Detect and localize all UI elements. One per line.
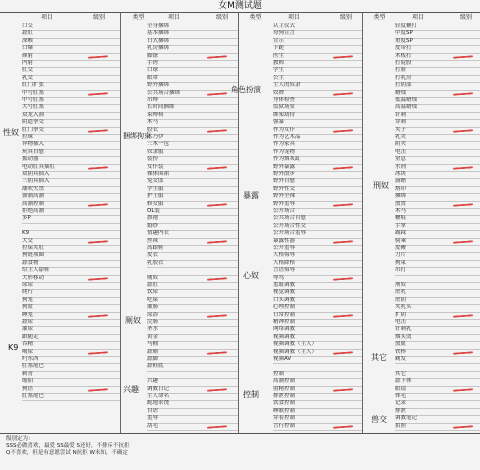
level-mark [207,240,227,243]
level-mark [333,314,353,317]
item-cell: 视频AV [273,356,292,362]
item-cell: 女仆装 [147,163,164,170]
item-cell: 睡笼 [22,311,34,318]
item-cell: 木板打 [395,52,412,59]
item-cell: 学生服 [147,185,164,192]
level-mark [88,92,108,95]
item-cell: 厕奴 [147,274,159,281]
item-cell: 中号肛塞 [22,89,45,96]
item-cell: 窒息 [395,156,407,163]
item-cell: 丝袜 [147,237,159,244]
level-mark [453,203,473,206]
item-cell: 电动肛具插肛 [22,163,56,170]
legend-line-1: 级别定为： [6,436,34,442]
item-cell: 跪地求饶 [147,400,170,407]
item-cell: 精神控制 [273,319,296,325]
item-cell: 打阴部 [395,82,412,89]
item-cell: 肛塞尾巴 [22,393,45,399]
level-mark [453,92,473,95]
level-mark [333,92,353,95]
item-cell: 作为女仆 [273,126,296,133]
item-cell: 公开场合羞辱 [273,230,307,237]
item-cell: 视觉调教 [273,289,296,296]
item-cell: 身体检查 [273,97,296,103]
item-cell: 狗链项圈 [22,252,45,259]
category-juese: 角色扮演 [231,85,261,94]
item-cell: 捆绑 [395,193,407,200]
header-type: 类型 [249,14,262,21]
item-cell: 穿刺 [395,119,407,126]
item-cell: 木乃伊 [147,134,164,140]
item-cell: 拉珠 [22,134,34,140]
item-cell: 调教日记 [147,385,170,392]
item-cell: 口爆 [22,45,34,52]
item-cell: 作为宠物 [273,148,296,155]
item-cell: 吃屎 [147,296,159,303]
row-divider [273,363,363,364]
item-cell: 高温蜡烛 [395,104,418,111]
item-cell: 舔脚 [147,356,159,362]
item-cell: 重度SP [395,37,413,44]
row-divider [395,363,480,364]
item-cell: 狗盆 [22,304,34,311]
item-cell: 舔食物 [22,259,39,266]
row-divider [395,430,480,431]
item-cell: 皮衣 [147,252,159,259]
category-baolu: 暴露 [243,191,259,200]
item-cell: 脚镣 [147,52,159,59]
level-mark [88,129,108,132]
item-cell: 拍照 [395,422,407,429]
item-cell: 喝尿 [22,348,34,355]
item-cell: 吞精 [22,341,34,348]
item-cell: 羞辱 [147,415,159,422]
header-level: 级别 [215,14,228,21]
level-mark [453,240,473,243]
header-item: 项目 [411,14,424,21]
item-cell: 言语侮辱 [273,267,296,274]
item-cell: 冰块 [395,171,407,177]
item-cell: 公共场合自慰 [273,215,307,222]
level-mark [207,166,227,169]
item-cell: 其它 [395,370,407,377]
item-cell: 中号肛塞 [22,97,45,103]
item-cell: 烟头烫 [395,333,412,340]
item-cell: 学生 [273,67,285,74]
item-cell: 奴婢 [273,89,285,96]
item-cell: 潮吹失禁 [22,185,45,192]
item-cell: 阴道拳交 [22,119,45,126]
item-cell: 灌肠 [147,304,159,311]
item-cell: 乳交 [22,74,34,81]
item-cell: 踢踩 [395,230,407,237]
row-divider [273,430,363,431]
item-cell: 刺青 [22,370,34,377]
item-cell: 高潮控制 [273,378,296,385]
item-cell: 乳房捆绑 [147,45,170,52]
item-cell: 胶衣 [147,126,159,133]
item-cell: 刑奴 [395,282,407,288]
level-mark [453,166,473,169]
item-cell: 强制高潮 [22,193,45,200]
item-cell: 公开场合 [273,208,296,214]
item-cell: 人格侮辱 [273,252,296,259]
item-cell: 高跟鞋 [147,245,164,251]
item-cell: 强暴 [273,119,285,126]
item-cell: 缩阳 [22,378,34,385]
level-mark [333,55,353,58]
item-cell: 控制 [273,370,285,377]
item-cell: 认主仪式 [273,23,296,29]
category-xingqu: 兴趣 [123,385,139,394]
item-cell: 双龙入洞 [22,111,45,118]
item-cell: 扩阴 [395,311,407,318]
item-cell: 口球 [147,67,159,74]
item-cell: 鞭痕 [395,215,407,222]
item-cell: 全身捆绑 [147,23,170,29]
legend-line-2: SSS必做喜欢，最爱 SS最爱 S还好，不排斥不抗拒 [6,443,130,449]
item-cell: 打脸 [395,67,407,74]
item-cell: 人格降格 [273,259,296,266]
item-cell: 深喉 [22,37,34,44]
level-mark [207,55,227,58]
category-qita: 其它 [371,353,387,362]
item-cell: 手掌 [395,222,407,229]
level-mark [453,425,473,428]
category-xingnu: 性奴 [3,128,19,137]
item-cell: 辱骂 [273,274,285,281]
item-cell: 基本捆绑 [147,30,170,37]
item-cell: 羞耻调教 [273,282,296,288]
item-cell: 三阴具插入 [22,178,50,185]
item-cell: 装扮 [147,156,159,163]
category-shoujiao: 兽交 [371,415,387,424]
item-cell: 木马 [147,119,159,126]
item-cell: 主人的奴隶 [273,82,301,89]
item-cell: 灌尿 [22,326,34,333]
item-cell: 视频调教（主人） [273,348,318,355]
item-cell: 眼镜 [395,385,407,392]
item-cell: 公主 [273,74,285,81]
level-mark [88,240,108,243]
item-cell: 刮毛 [147,422,159,429]
row-divider [147,267,239,268]
level-mark [88,55,108,58]
item-cell: 虐乳 [395,289,407,296]
level-mark [88,314,108,317]
item-cell: 放血 [395,341,407,348]
column-2 [120,13,239,433]
item-cell: 体毛 [395,393,407,399]
item-cell: 眼罩 [147,74,159,81]
item-cell: 打乳房 [395,74,412,81]
row-divider [395,275,480,276]
column-3 [231,13,363,433]
item-cell: 电击 [395,319,407,325]
item-cell: 长时间捆绑 [147,104,175,111]
item-cell: 颜射 [22,52,34,59]
item-cell: 蜡烛 [395,89,407,96]
level-mark [88,203,108,206]
item-cell: 浣肠 [147,319,159,325]
item-cell: 野外自慰 [273,178,296,185]
level-mark [333,425,353,428]
level-mark [453,314,473,317]
level-mark [207,277,227,280]
item-cell: 剃发 [395,356,407,362]
level-mark [453,351,473,354]
item-cell: OL装 [147,208,160,214]
item-cell: 母狗宣言 [273,30,296,37]
header-type: 类型 [373,14,386,21]
item-cell: 铁棒 [395,348,407,355]
item-cell: 公开场合性交 [273,222,307,229]
item-cell: 尿尿 [22,282,34,288]
page-title: 女M测试题 [218,1,262,11]
item-cell: 公共场合捆绑 [147,89,181,96]
item-cell: 狗笼 [22,296,34,303]
item-cell: 轻度鞭打 [395,23,418,29]
item-cell: 修女服 [147,200,164,207]
item-cell: 跟随走 [22,333,39,340]
level-mark [207,351,227,354]
header-item: 项目 [167,14,180,21]
legend [6,436,196,457]
item-cell: 兔女郎 [147,178,164,185]
item-cell: 皮带打 [395,45,412,52]
item-cell: 夹乳头 [395,304,412,311]
item-cell: 自虐 [147,407,159,414]
category-cesuo: 厕奴 [125,316,141,325]
item-cell: 骑乘 [395,237,407,244]
level-mark [333,166,353,169]
item-cell: 排泄 [395,407,407,414]
level-mark [333,129,353,132]
category-xingnu2: 刑奴 [373,181,389,190]
item-cell: 虐阴 [395,296,407,303]
item-cell: 奴隶服 [147,148,164,155]
item-cell: 振动器 [22,156,39,163]
header-item: 项目 [40,14,53,21]
level-mark [207,388,227,391]
category-kongzhi: 控制 [243,390,259,399]
legend-line-3: Q不喜欢，但是有意愿尝试 N抗拒 W未知，不确定 [6,450,128,456]
item-cell: 野外羞辱 [273,200,296,207]
item-cell: 教师 [273,60,285,66]
item-cell: 狗语 [22,385,34,392]
item-cell: 针刺 [395,111,407,118]
item-cell: 野外全裸 [273,193,296,200]
header-level: 级别 [92,14,105,21]
item-cell: 情趣内衣 [147,230,170,237]
category-kunbang: 捆绑拘束 [123,132,151,140]
item-cell: 心理控制 [273,304,296,311]
item-cell: 监狱场景 [273,104,296,111]
item-cell: 饮尿 [147,289,159,296]
level-mark [333,240,353,243]
item-cell: 排泄控制 [273,393,296,399]
item-cell: 舔肛 [22,30,34,37]
item-cell: 绑架劫持 [273,111,296,118]
item-cell: 阴夹 [395,141,407,148]
item-cell: 玩具自慰 [22,148,45,155]
item-cell: 暴露性器 [273,237,296,244]
item-cell: 宣示 [273,37,285,44]
level-mark [453,55,473,58]
item-cell: 爬行 [22,289,34,296]
item-cell: 视频调教 [273,333,296,340]
category-k9: K9 [8,343,19,352]
level-mark [207,203,227,206]
level-mark [207,425,227,428]
item-cell: 野外暴露 [273,163,296,170]
item-cell: 尿浴 [147,311,159,318]
level-mark [207,129,227,132]
item-cell: 睡眠控制 [273,407,296,414]
item-cell: 裸体围裙 [147,171,170,177]
item-cell: 大号肛塞 [22,104,45,111]
level-mark [88,388,108,391]
level-mark [88,166,108,169]
item-cell: 舔鞋底 [147,363,164,370]
item-cell: 肛门拳交 [22,126,45,133]
item-cell: 中度SP [395,30,413,37]
level-mark [453,129,473,132]
item-cell: 手铐 [147,60,159,66]
item-cell: 放置 [395,200,407,207]
item-cell: 作为家具 [273,141,296,148]
item-cell: 双阴具插入 [22,171,50,177]
row-divider [22,223,120,224]
header-level: 级别 [339,14,352,21]
item-cell: 饮食控制 [273,400,296,407]
column-4 [362,13,480,433]
item-cell: 公开羞辱 [273,245,296,251]
item-cell: 言行控制 [273,422,296,429]
item-cell: 马桶 [147,341,159,348]
item-cell: 吊缚 [147,97,159,103]
item-cell: 拒绝高潮 [22,208,45,214]
item-cell: 肛塞尾巴 [22,363,45,370]
item-cell: 野外散步 [273,171,296,177]
item-cell: 黄金 [147,333,159,340]
item-cell: 犬交 [22,237,34,244]
item-cell: 滴蜡 [395,178,407,185]
item-cell: 射精控制 [273,385,296,392]
item-cell: 护士服 [147,193,164,200]
item-cell: 打屁股 [395,60,412,66]
item-cell: 野外捆绑 [147,82,170,89]
item-cell: 作为烟灰缸 [273,156,301,163]
item-cell: 高潮控制 [22,200,45,207]
item-cell: 圣水 [147,326,159,333]
item-cell: 作为艺术品 [273,134,301,140]
item-cell: 拘束 [395,259,407,266]
item-cell: 异物插入 [22,141,45,148]
item-cell: 调教笔记 [395,415,418,422]
item-cell: 多P [22,215,31,222]
item-cell: 兴趣 [147,378,159,385]
column-1 [0,13,120,433]
item-cell: 记录 [395,400,407,407]
item-cell: 肛交 [22,67,34,74]
level-mark [88,277,108,280]
level-mark [333,388,353,391]
level-mark [453,388,473,391]
item-cell: 木马 [395,208,407,214]
item-cell: 拉屎夹肛 [22,245,45,251]
item-cell: 三木一包 [147,141,170,148]
item-cell: 肛门扩张 [22,82,45,89]
item-cell: 乳夹 [395,134,407,140]
item-cell: 婚纱 [147,222,159,229]
item-cell: 电击 [395,148,407,155]
item-cell: 给主人舔鞋 [22,267,50,274]
item-cell: 主人命名 [147,393,170,399]
item-cell: 吊打 [395,267,407,274]
category-xinnu: 心奴 [243,271,259,280]
item-cell: 夹子 [395,126,407,133]
level-mark [88,351,108,354]
item-cell: 野外性交 [273,185,296,192]
item-cell: 口交 [22,23,34,29]
item-cell: 视频调教（主人） [273,341,318,348]
item-cell: 口头调教 [273,296,296,303]
level-mark [333,203,353,206]
item-cell: 低温蜡烛 [395,97,418,103]
row-divider [147,430,239,431]
row-divider [22,400,120,401]
item-cell: 日式捆绑 [147,37,170,44]
item-cell: K9 [22,230,30,237]
header-item: 项目 [287,14,300,21]
item-cell: 内射 [22,60,34,66]
item-cell: 犬形移动 [22,274,45,281]
item-cell: 日常控制 [273,311,296,318]
header-level: 级别 [459,14,472,21]
item-cell: 刀片 [395,252,407,259]
item-cell: 医生 [273,52,285,59]
item-cell: 舔肛 [147,282,159,288]
item-cell: 水刑 [395,163,407,170]
item-grid [0,12,480,434]
item-cell: 网络调教 [273,326,296,333]
item-cell: 舔尿 [22,319,34,325]
row-divider [147,371,239,372]
level-mark [333,351,353,354]
level-mark [207,314,227,317]
level-mark [333,277,353,280]
item-cell: 针刺乳 [395,326,412,333]
item-cell: 下跪 [273,45,285,52]
header-type: 类型 [132,14,145,21]
item-cell: 束缚椅 [147,111,164,118]
item-cell: 乳胶衣 [147,259,164,266]
item-cell: 穿着控制 [273,415,296,422]
item-cell: 皮鞭 [395,245,407,251]
item-cell: 烙印 [395,185,407,192]
item-cell: 舔厕 [147,348,159,355]
item-cell: 舔下体 [395,378,412,385]
item-cell: 叼东西 [22,356,39,362]
item-cell: 旗袍 [147,215,159,222]
level-mark [207,92,227,95]
